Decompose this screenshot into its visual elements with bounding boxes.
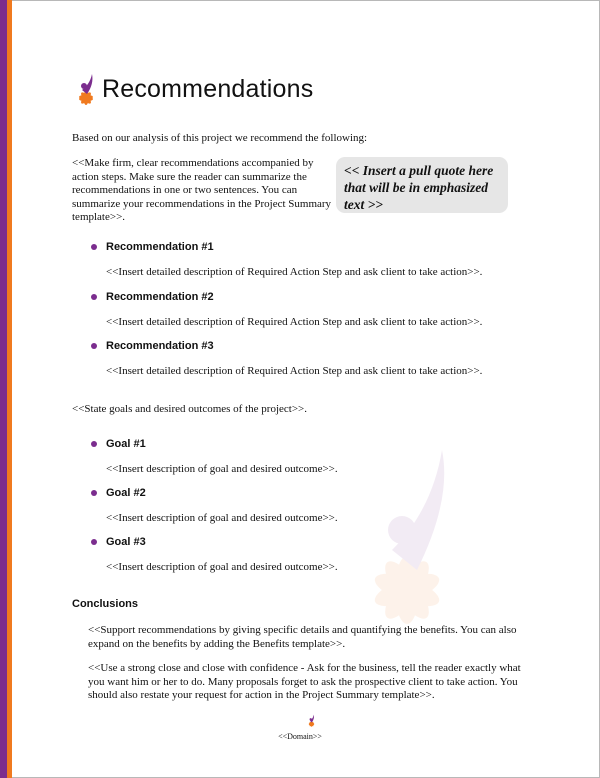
recommendation-description: <<Insert detailed description of Required Action Step and ask client to take action>>. (106, 365, 483, 377)
recommendation-title: Recommendation #2 (106, 291, 214, 303)
watermark-logo-icon (332, 430, 482, 630)
goals-intro: <<State goals and desired outcomes of the project>>. (72, 403, 307, 415)
left-accent-bar-purple (0, 0, 7, 778)
pull-quote: << Insert a pull quote here that will be in emphasized text >> (336, 157, 508, 213)
left-accent-bar-orange (7, 0, 12, 778)
conclusions-heading: Conclusions (72, 598, 139, 610)
goal-title: Goal #1 (106, 438, 146, 450)
bullet-icon (91, 539, 97, 545)
goal-description: <<Insert description of goal and desired outcome>>. (106, 463, 338, 475)
page-title: Recommendations (102, 75, 314, 103)
conclusions-paragraph-2: <<Use a strong close and close with confidence - Ask for the business, tell the reader exactly what you want him or her to do. Many proposals forget to ask the prospective client to take action. You should also restate your request for action in the Project Summary template>>. (88, 662, 521, 701)
bullet-icon (91, 343, 97, 349)
recommendation-title: Recommendation #1 (106, 241, 214, 253)
bullet-icon (91, 490, 97, 496)
goal-description: <<Insert description of goal and desired outcome>>. (106, 512, 338, 524)
recommendation-title: Recommendation #3 (106, 340, 214, 352)
placeholder-paragraph: <<Make firm, clear recommendations accompanied by action steps. Make sure the reader can summarize the recommendations in one or two sentences. You can summarize your recommendations in the Project Summary template>>. (72, 157, 332, 223)
bullet-icon (91, 244, 97, 250)
flower-person-icon (72, 72, 100, 106)
goal-title: Goal #3 (106, 536, 146, 548)
bullet-icon (91, 441, 97, 447)
recommendation-description: <<Insert detailed description of Required Action Step and ask client to take action>>. (106, 266, 483, 278)
footer-domain: <<Domain>> (278, 732, 322, 741)
goal-description: <<Insert description of goal and desired outcome>>. (106, 561, 338, 573)
recommendation-description: <<Insert detailed description of Required Action Step and ask client to take action>>. (106, 316, 483, 328)
intro-text: Based on our analysis of this project we recommend the following: (72, 132, 368, 144)
bullet-icon (91, 294, 97, 300)
conclusions-paragraph-1: <<Support recommendations by giving specific details and quantifying the benefits. You can also expand on the benefits by adding the Benefits template>>. (88, 624, 517, 650)
flower-person-icon (306, 713, 317, 728)
goal-title: Goal #2 (106, 487, 146, 499)
